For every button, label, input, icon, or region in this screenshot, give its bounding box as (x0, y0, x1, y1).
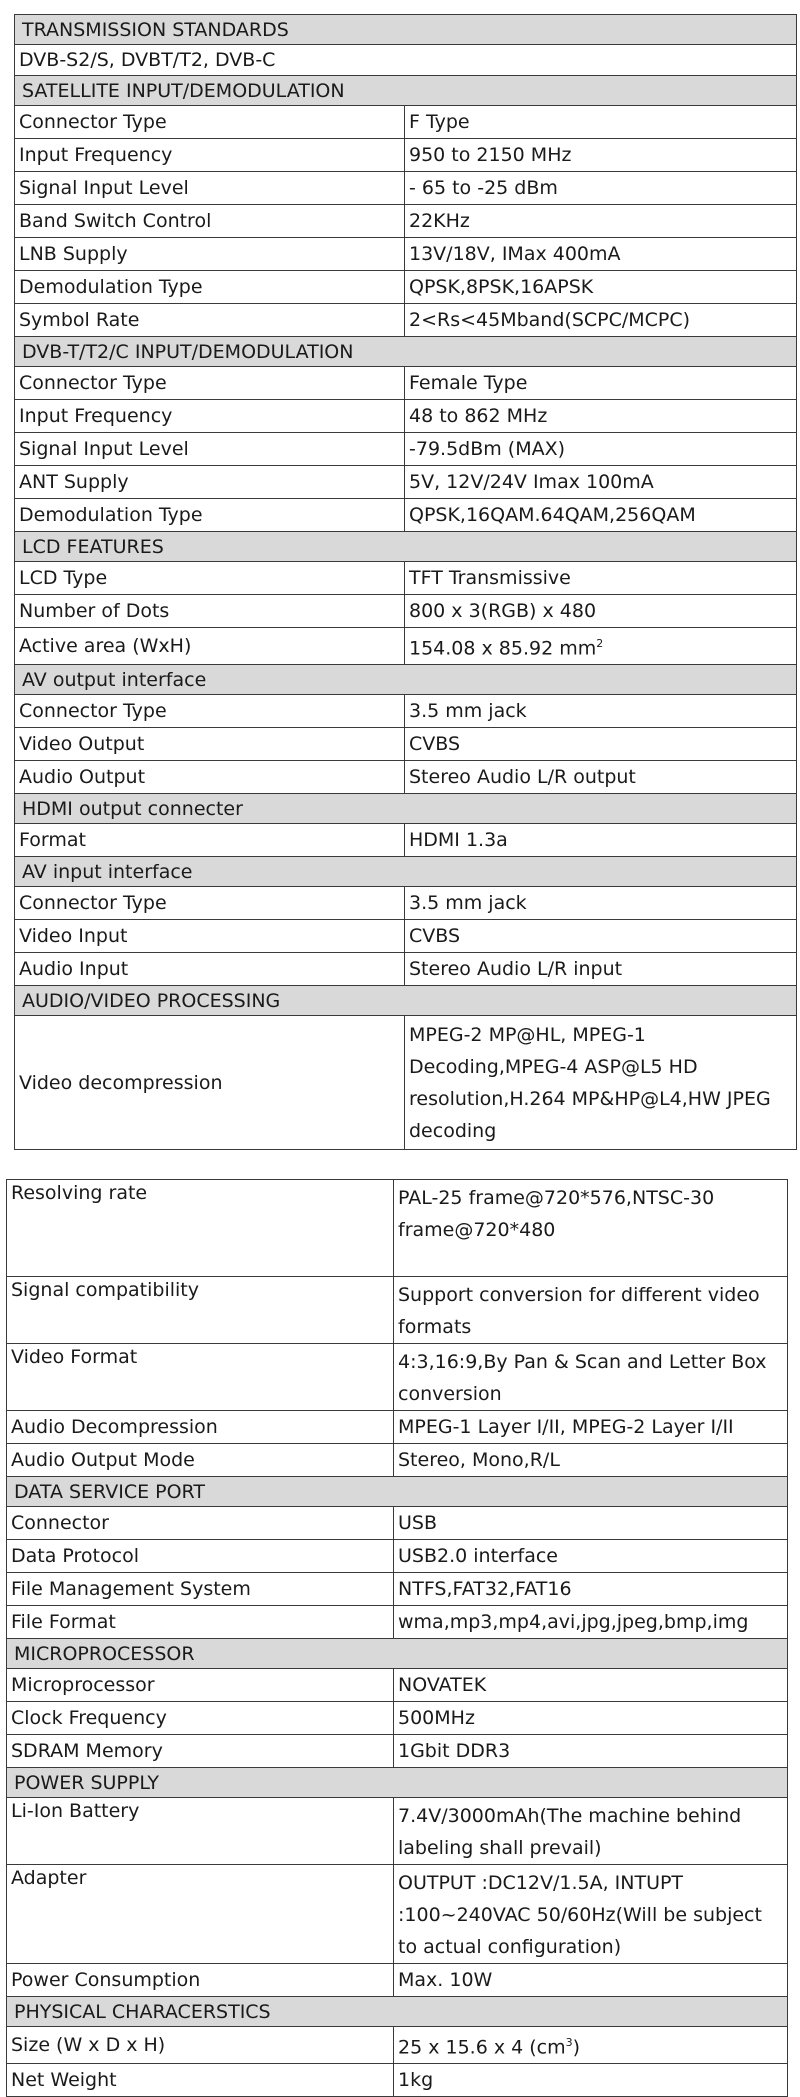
spec-value (405, 304, 797, 337)
spec-value (405, 400, 797, 433)
spec-value (394, 1798, 788, 1865)
spec-row (15, 367, 797, 400)
spec-row (7, 1444, 788, 1477)
spec-row (15, 595, 797, 628)
section-title-microprocessor: MICROPROCESSOR (7, 1639, 788, 1669)
spec-row (15, 271, 797, 304)
spec-value (394, 1606, 788, 1639)
spec-label: File Management System (7, 1573, 394, 1606)
spec-label: Band Switch Control (15, 205, 405, 238)
spec-label: Signal compatibility (7, 1277, 394, 1344)
section-title-av-input-interface: AV input interface (15, 857, 797, 887)
spec-label: Video Output (15, 728, 405, 761)
spec-value-tail: ) (572, 2036, 581, 2059)
spec-value-text: HDMI 1.3a (409, 829, 508, 852)
section-header-row (15, 857, 797, 887)
spec-value-text: 500MHz (398, 1707, 475, 1729)
spec-value-text: PAL-25 frame@720*576,NTSC-30 frame@720*480 (398, 1187, 715, 1241)
section-header-row (15, 76, 797, 106)
spec-value-text: Female Type (409, 372, 528, 394)
spec-value (405, 920, 797, 953)
spec-label: Active area (WxH) (15, 628, 405, 665)
spec-value-text: 2<Rs<45Mband(SCPC/MCPC) (409, 309, 691, 331)
spec-value-text: Stereo, Mono,R/L (398, 1449, 560, 1471)
spec-row (7, 1669, 788, 1702)
spec-value (405, 824, 797, 857)
spec-value (405, 433, 797, 466)
spec-label: Audio Decompression (7, 1411, 394, 1444)
spec-value (394, 1344, 788, 1411)
spec-label: Video Input (15, 920, 405, 953)
spec-value-text: 4:3,16:9,By Pan & Scan and Letter Box conversion (398, 1351, 767, 1405)
spec-label: File Format (7, 1606, 394, 1639)
spec-row (7, 2027, 788, 2064)
section-title-transmission-standards: TRANSMISSION STANDARDS (15, 15, 797, 45)
spec-value-text: 25 x 15.6 x 4 (cm (398, 2036, 566, 2059)
superscript: 2 (596, 637, 604, 650)
spec-value (405, 466, 797, 499)
spec-row (7, 1798, 788, 1865)
spec-label: Video decompression (15, 1016, 405, 1150)
spec-row (7, 1540, 788, 1573)
spec-label: Data Protocol (7, 1540, 394, 1573)
spec-row (15, 628, 797, 665)
spec-row (7, 1702, 788, 1735)
spec-label: Audio Output Mode (7, 1444, 394, 1477)
spec-value-text: Stereo Audio L/R input (409, 958, 623, 981)
spec-row (15, 172, 797, 205)
spec-value-text: F Type (409, 111, 470, 133)
spec-value-text: 1Gbit DDR3 (398, 1740, 511, 1762)
spec-row (7, 1277, 788, 1344)
spec-value-text: Support conversion for different video formats (398, 1284, 760, 1338)
spec-row (15, 695, 797, 728)
spec-table-part-2 (6, 1179, 788, 2097)
spec-value (394, 1735, 788, 1768)
spec-row (15, 139, 797, 172)
spec-label: Format (15, 824, 405, 857)
spec-value-full: DVB-S2/S, DVBT/T2, DVB-C (15, 45, 797, 76)
spec-value-text: NOVATEK (398, 1674, 487, 1696)
spec-value-text: OUTPUT :DC12V/1.5A, INTUPT :100~240VAC 50/60Hz(Will be subject to actual configuration) (398, 1872, 762, 1958)
spec-label: Input Frequency (15, 139, 405, 172)
spec-row (7, 1964, 788, 1997)
spec-value (405, 172, 797, 205)
spec-row (15, 238, 797, 271)
spec-row (7, 1344, 788, 1411)
spec-row (15, 466, 797, 499)
section-title-data-service-port: DATA SERVICE PORT (7, 1477, 788, 1507)
spec-value-text: 950 to 2150 MHz (409, 144, 572, 166)
spec-row (7, 1507, 788, 1540)
spec-label: Signal Input Level (15, 172, 405, 205)
spec-label: Clock Frequency (7, 1702, 394, 1735)
spec-label: Input Frequency (15, 400, 405, 433)
spec-label: Connector Type (15, 106, 405, 139)
spec-row (15, 953, 797, 986)
spec-value (394, 1865, 788, 1964)
section-header-row (7, 1997, 788, 2027)
section-header-row (7, 1477, 788, 1507)
section-header-row (15, 15, 797, 45)
spec-row (15, 304, 797, 337)
spec-label: Connector Type (15, 887, 405, 920)
spec-row (15, 761, 797, 794)
spec-value (405, 238, 797, 271)
spec-value (394, 1277, 788, 1344)
spec-value (405, 1016, 797, 1150)
section-title-dvb-t-t2-c-input-demodulation: DVB-T/T2/C INPUT/DEMODULATION (15, 337, 797, 367)
section-header-row (15, 337, 797, 367)
section-title-power-supply: POWER SUPPLY (7, 1768, 788, 1798)
section-title-audio-video-processing: AUDIO/VIDEO PROCESSING (15, 986, 797, 1016)
spec-row (7, 1180, 788, 1277)
spec-value-text: CVBS (409, 733, 461, 756)
spec-value-text: NTFS,FAT32,FAT16 (398, 1578, 572, 1600)
section-title-lcd-features: LCD FEATURES (15, 532, 797, 562)
spec-row (7, 1735, 788, 1768)
spec-value-text: 48 to 862 MHz (409, 405, 548, 427)
spec-row (7, 1865, 788, 1964)
spec-value (405, 595, 797, 628)
spec-table-part-1 (14, 14, 797, 1150)
spec-value-text: Max. 10W (398, 1969, 493, 1991)
spec-row (15, 433, 797, 466)
spec-value (394, 1180, 788, 1277)
spec-value-text: USB2.0 interface (398, 1545, 558, 1567)
spec-row (15, 205, 797, 238)
spec-value-text: - 65 to -25 dBm (409, 177, 558, 199)
spec-label: Symbol Rate (15, 304, 405, 337)
spec-row (15, 45, 797, 76)
spec-label: Net Weight (7, 2064, 394, 2097)
spec-value (394, 1964, 788, 1997)
spec-value (405, 887, 797, 920)
spec-value (405, 695, 797, 728)
spec-row (15, 499, 797, 532)
spec-label: ANT Supply (15, 466, 405, 499)
section-header-row (15, 986, 797, 1016)
section-header-row (7, 1639, 788, 1669)
spec-label: Demodulation Type (15, 499, 405, 532)
spec-value (405, 728, 797, 761)
spec-value (405, 499, 797, 532)
spec-value-text: QPSK,8PSK,16APSK (409, 276, 594, 298)
spec-value (405, 106, 797, 139)
spec-value (405, 628, 797, 665)
spec-row (15, 106, 797, 139)
spec-value (394, 1702, 788, 1735)
spec-label: Connector Type (15, 367, 405, 400)
spec-label: LCD Type (15, 562, 405, 595)
spec-value (394, 1669, 788, 1702)
spec-value-text: MPEG-1 Layer I/II, MPEG-2 Layer I/II (398, 1416, 734, 1438)
spec-value (405, 271, 797, 304)
spec-row (7, 1411, 788, 1444)
spec-row (15, 1016, 797, 1150)
spec-value (394, 1444, 788, 1477)
spec-value-text: Stereo Audio L/R output (409, 766, 636, 789)
spec-value-text: 1kg (398, 2069, 434, 2092)
section-header-row (7, 1768, 788, 1798)
spec-label: SDRAM Memory (7, 1735, 394, 1768)
spec-value-text: CVBS (409, 925, 461, 948)
spec-label: Adapter (7, 1865, 394, 1964)
spec-row (15, 728, 797, 761)
spec-value (394, 1507, 788, 1540)
spec-label: Connector (7, 1507, 394, 1540)
spec-label: Size (W x D x H) (7, 2027, 394, 2064)
spec-label: Connector Type (15, 695, 405, 728)
spec-row (7, 1606, 788, 1639)
spec-label: Microprocessor (7, 1669, 394, 1702)
spec-value (394, 2027, 788, 2064)
spec-label: Video Format (7, 1344, 394, 1411)
spec-value (394, 1411, 788, 1444)
section-title-av-output-interface: AV output interface (15, 665, 797, 695)
spec-label: Li-Ion Battery (7, 1798, 394, 1865)
spec-label: Power Consumption (7, 1964, 394, 1997)
section-title-hdmi-output-connecter: HDMI output connecter (15, 794, 797, 824)
spec-value (394, 1540, 788, 1573)
section-title-satellite-input-demodulation: SATELLITE INPUT/DEMODULATION (15, 76, 797, 106)
spec-value-text: 22KHz (409, 210, 470, 232)
section-header-row (15, 665, 797, 695)
spec-value-text: 5V, 12V/24V Imax 100mA (409, 471, 654, 493)
spec-value-text: -79.5dBm (MAX) (409, 438, 566, 460)
spec-row (7, 2064, 788, 2097)
spec-label: Audio Output (15, 761, 405, 794)
spec-value-text: 7.4V/3000mAh(The machine behind labeling shall prevail) (398, 1805, 742, 1859)
spec-label: Audio Input (15, 953, 405, 986)
section-title-physical-characerstics: PHYSICAL CHARACERSTICS (7, 1997, 788, 2027)
spec-value-text: MPEG-2 MP@HL, MPEG-1 Decoding,MPEG-4 ASP@L5 HD resolution,H.264 MP&HP@L4,HW JPEG decoding (409, 1023, 771, 1142)
spec-value (405, 953, 797, 986)
spec-value-text: 3.5 mm jack (409, 892, 527, 915)
spec-row (15, 562, 797, 595)
spec-row (15, 920, 797, 953)
spec-value-text: wma,mp3,mp4,avi,jpg,jpeg,bmp,img (398, 1611, 749, 1633)
spec-value (405, 761, 797, 794)
spec-label: Signal Input Level (15, 433, 405, 466)
spec-row (15, 400, 797, 433)
superscript: 3 (565, 2036, 573, 2049)
spec-row (7, 1573, 788, 1606)
spec-value-text: USB (398, 1512, 438, 1534)
spec-value (405, 139, 797, 172)
spec-label: Resolving rate (7, 1180, 394, 1277)
spec-row (15, 824, 797, 857)
spec-value-text: 3.5 mm jack (409, 700, 527, 723)
spec-value (405, 205, 797, 238)
spec-value (405, 367, 797, 400)
spec-value (394, 2064, 788, 2097)
spec-row (15, 887, 797, 920)
spec-value-text: TFT Transmissive (409, 567, 571, 589)
spec-value (394, 1573, 788, 1606)
section-header-row (15, 532, 797, 562)
spec-value-text: QPSK,16QAM.64QAM,256QAM (409, 504, 696, 526)
spec-value (405, 562, 797, 595)
spec-label: Number of Dots (15, 595, 405, 628)
spec-value-text: 800 x 3(RGB) x 480 (409, 600, 597, 622)
spec-value-text: 13V/18V, IMax 400mA (409, 243, 621, 265)
spec-label: LNB Supply (15, 238, 405, 271)
spec-value-text: 154.08 x 85.92 mm (409, 637, 597, 660)
section-header-row (15, 794, 797, 824)
spec-label: Demodulation Type (15, 271, 405, 304)
